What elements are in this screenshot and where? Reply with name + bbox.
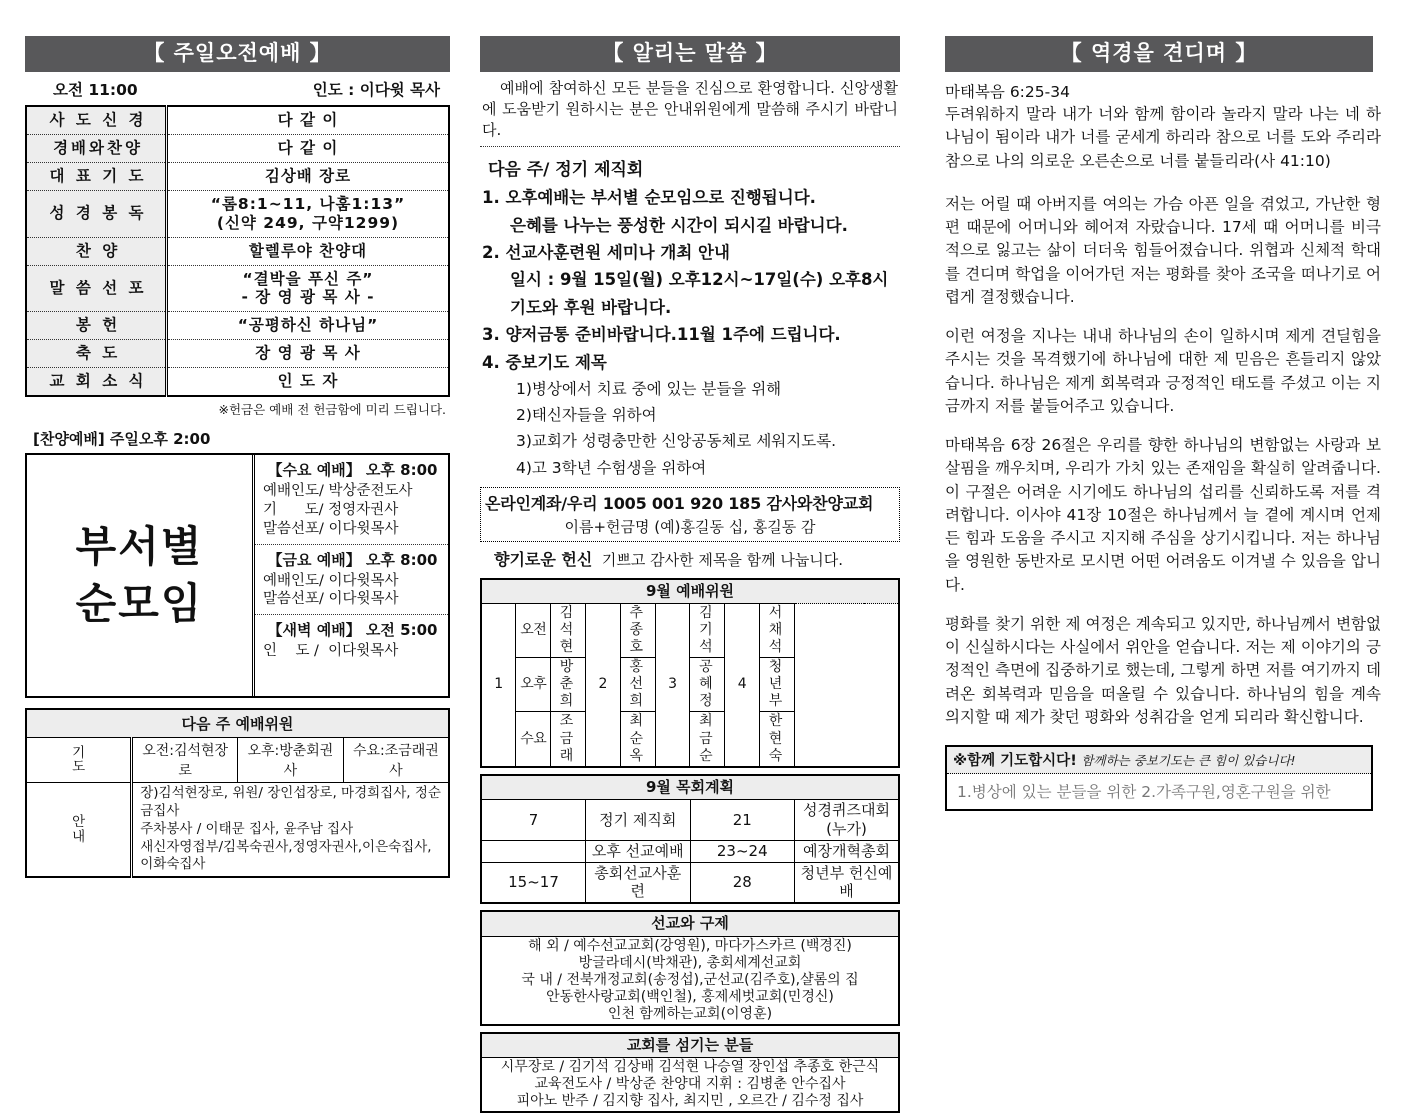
plan-date: 23~24 [690,840,795,862]
section-header-announcements: 【 알리는 말씀 】 [480,36,900,72]
service-block [255,455,448,545]
mission-relief-header: 선교와 구제 [481,911,899,936]
service-block-title: 【수요 예배】 오후 8:00 [267,461,438,480]
announcement-list [480,184,915,481]
church-servants-header: 교회를 섬기는 분들 [481,1033,899,1058]
prayer-box-subtitle: 함께하는 중보기도는 큰 힘이 있습니다! [1081,753,1296,769]
online-account-box [480,487,900,542]
worship-order-key: 축 도 [26,340,167,368]
announcement-line: 3)교회가 성령충만한 신앙공동체로 세워지도록. [516,432,837,451]
announcement-line: 2. 선교사훈련원 세미나 개최 안내 [482,242,730,262]
table-row [26,162,449,190]
worship-order-key: 교 회 소 식 [26,368,167,396]
committee-day-label: 수요 [516,712,551,767]
worship-order-table [25,105,450,397]
service-block [255,545,448,616]
september-plan-table [480,774,900,905]
worship-order-key: 경배와찬양 [26,135,167,163]
testimony-body [945,193,1381,729]
service-block-line: 예배인도/ 박상준전도사 [263,483,413,500]
plan-event: 예장개혁총회 [795,840,900,862]
table-row [26,265,449,312]
table-row [481,936,899,1025]
committee-group-number: 2 [585,604,620,767]
prayer-cell-morning: 오전:김석현장로 [132,738,238,783]
prayer-row-label: 기 도 [26,738,132,783]
committee-member-name: 추 종 호 [620,604,655,658]
committee-member-name: 조 금 래 [551,712,586,767]
testimony-paragraph: 이런 여정을 지나는 내내 하나님의 손이 일하시며 제게 견딜힘을 주시는 것을 목격했기에 하나님에 대한 제 믿음은 흔들리지 않았습니다. 하나님은 제게 회복력과 긍정적인 태도를 주셨고 이는 지금까지 저를 붙들어주고 있습니다. [945,327,1381,415]
mission-relief-table [480,910,900,1026]
committee-group-number: 4 [725,604,760,767]
devotion-line [480,542,915,578]
devotion-text: 기쁘고 감사한 제목을 함께 나눕니다. [601,550,844,569]
service-caption-row [25,72,450,105]
service-block-line: 말씀선포/ 이다윗목사 [263,520,399,537]
committee-member-name: 한 현 숙 [760,712,795,767]
service-block-line: 인 도 / 이다윗목사 [263,643,399,660]
announcement-line: 4. 중보기도 제목 [482,352,607,372]
worship-order-key: 대 표 기 도 [26,162,167,190]
service-block-line: 말씀선포/ 이다윗목사 [263,591,399,608]
announcement-line: 4)고 3학년 수험생을 위하여 [516,458,707,477]
service-time: 오전 11:00 [53,81,138,100]
announcement-line: 일시 : 9월 15일(월) 오후12시~17일(수) 오후8시 [510,270,889,290]
plan-event: 성경퀴즈대회(누가) [795,800,900,841]
worship-order-value: 장 영 광 목 사 [167,340,450,368]
plan-event: 총회선교사훈련 [586,862,691,903]
next-week-meeting-title: 다음 주/ 정기 제직회 [488,160,644,181]
prayer-box-title: ※함께 기도합시다! [953,753,1077,770]
table-row [26,738,449,783]
worship-order-value: 인 도 자 [277,372,339,391]
welcome-message: 예배에 참여하신 모든 분들을 진심으로 환영합니다. 신앙생활에 도움받기 원하시는 분은 안내위원에게 말씀해 주시기 바랍니다. [480,72,900,147]
prayer-cell-afternoon: 오후:방춘회권사 [238,738,344,783]
committee-member-name: 공 혜 정 [690,658,725,712]
mission-relief-body: 해 외 / 예수선교교회(강영원), 마다가스카르 (백경진) 방글라데시(박채관), 총회세계선교회 국 내 / 전북개정교회(송정섭),군선교(김주호),샬롬의 집 안동한사랑교회(백인철), 홍제세벗교회(민경신) 인천 함께하는교회(이영훈) [481,936,899,1025]
testimony-paragraph: 마태복음 6장 26절은 우리를 향한 하나님의 변함없는 사랑과 보살핌을 깨우치며, 우리가 가치 있는 존재임을 확실히 알려줍니다. 이 구절은 어려운 시기에도 하나님의 섭리를 신뢰하도록 저를 격려합니다. 이사야 41장 10절은 하나님께서 늘 곁에 계시며 언제든 힘과 도움을 주시고 지지해 주심을 상기시킵니다. 저는 하나님을 영원한 동반자로 모시면 어떤 어려움도 이겨낼 수 있음을 압니다. [945,436,1381,594]
plan-event: 청년부 헌신예배 [795,862,900,903]
announcement-line: 은혜를 나누는 풍성한 시간이 되시길 바랍니다. [510,215,848,235]
worship-order-value: 다 같 이 [167,135,450,163]
devotion-title: 향기로운 헌신 [494,549,593,569]
testimony-paragraph: 평화를 찾기 위한 제 여정은 계속되고 있지만, 하나님께서 변함없이 신실하시다는 사실에서 위안을 얻습니다. 저는 제 이야기의 긍정적인 측면에 집중하기로 했는데, 그렇게 하면 저를 여기까지 데려온 회복력과 믿음을 떠올릴 수 있습니다. 하나님의 힘을 계속 의지할 때 제가 찾던 평화와 성취감을 얻게 되리라 확신합니다. [945,614,1381,726]
worship-order-value: 다 같 이 [167,106,450,134]
table-row [481,800,899,841]
september-committee-table [480,578,900,768]
church-servants-table [480,1032,900,1113]
guide-lines-cell: 장)김석현장로, 위원/ 장인섭장로, 마경희집사, 정순금집사 주차봉사 / 이태문 집사, 윤주남 집사 새신자영접부/김복숙권사,정영자권사,이은숙집사,이화숙집사 [132,783,449,878]
table-row [26,135,449,163]
committee-group-number: 1 [481,604,516,767]
testimony-paragraph: 저는 어릴 때 아버지를 여의는 가슴 아픈 일을 겪었고, 가난한 형편 때문에 어머니와 헤어져 자랐습니다. 17세 때 어머니를 비극적으로 잃고는 삶이 더더욱 힘들어졌습니다. 위협과 신체적 학대를 견디며 학업을 이어가던 저는 평화를 찾아 조국을 떠나기로 어렵게 결정했습니다. [945,194,1381,306]
service-block-line: 예배인도/ 이다윗목사 [263,572,399,589]
plan-date: 21 [690,800,795,841]
scripture-reference: 마태복음 6:25-34 [945,83,1070,102]
table-row [481,658,899,712]
table-row [26,340,449,368]
worship-order-value: 할렐루야 찬양대 [167,237,450,265]
next-week-header: 다음 주 예배위원 [26,709,449,738]
plan-event: 정기 제직회 [586,800,691,841]
column-sunday-service [0,0,470,992]
announcement-line: 1. 오후예배는 부서별 순모임으로 진행됩니다. [482,188,816,208]
service-block [255,615,448,666]
committee-day-label: 오후 [516,658,551,712]
worship-order-key: 말 씀 선 포 [26,265,167,312]
section-header-sunday-service: 【 주일오전예배 】 [25,36,450,72]
table-row [26,368,449,396]
prayer-box-header [947,747,1371,774]
praise-service-label: [찬양예배] 주일오후 2:00 [33,430,211,449]
next-week-committee-table [25,708,450,878]
september-committee-header: 9월 예배위원 [481,579,899,604]
announcement-line: 2)태신자들을 위하여 [516,406,657,425]
table-row [481,840,899,862]
prayer-cell-wednesday: 수요:조금래권사 [343,738,449,783]
table-row [481,1058,899,1113]
committee-member-name: 방 춘 희 [551,658,586,712]
weekly-services-list [255,455,448,696]
committee-member-name: 청 년 부 [760,658,795,712]
committee-member-name: 최 금 순 [690,712,725,767]
church-servants-body: 시무장로 / 김기석 김상배 김석현 나승열 장인섭 추종호 한근식 교육전도사 / 박상준 찬양대 지휘 : 김병춘 안수집사 피아노 반주 / 김지향 집사, 최지민 , 오르간 / 김수정 집사 [481,1058,899,1113]
committee-member-name: 최 순 옥 [620,712,655,767]
worship-order-key: 사 도 신 경 [26,106,167,134]
table-row [26,312,449,340]
service-leader: 인도 : 이다윗 목사 [312,81,440,100]
plan-date: 15~17 [481,862,586,903]
announcement-line: 기도와 후원 바랍니다. [510,297,672,317]
offering-note: ※헌금은 예배 전 헌금함에 미리 드립니다. [218,402,446,418]
dept-meeting-line1: 부서별 [75,521,204,571]
committee-member-name: 서 채 석 [760,604,795,658]
plan-date: 7 [481,800,586,841]
dept-meeting-line2: 순모임 [75,578,204,628]
service-block-title: 【새벽 예배】 오전 5:00 [267,621,438,640]
worship-order-value: “결박을 푸신 주” - 장 영 광 목 사 - [167,265,450,312]
worship-order-value: “롬8:1~11, 나훔1:13” (신약 249, 구약1299) [167,190,450,237]
table-row [481,712,899,767]
table-row [26,783,449,878]
plan-date [481,840,586,862]
column-announcements [470,0,925,1110]
committee-member-name: 김 석 현 [551,604,586,658]
column-testimony [925,0,1403,992]
service-block-title: 【금요 예배】 오후 8:00 [267,550,438,569]
table-row [26,106,449,134]
plan-event: 오후 선교예배 [586,840,691,862]
worship-order-value: “공평하신 하나님” [167,312,450,340]
worship-order-value: 김상배 장로 [167,162,450,190]
committee-member-name: 김 기 석 [690,604,725,658]
september-plan-header: 9월 목회계획 [481,775,899,800]
account-number-line: 온라인계좌/우리 1005 001 920 185 감사와찬양교회 [485,493,874,513]
committee-group-number: 3 [655,604,690,767]
announcement-line: 3. 양저금통 준비바랍니다.11월 1주에 드립니다. [482,325,841,345]
worship-order-key: 성 경 봉 독 [26,190,167,237]
table-row [26,237,449,265]
plan-date: 28 [690,862,795,903]
guide-row-label: 안 내 [26,783,132,878]
table-row [481,604,899,658]
service-block-line: 기 도/ 정영자권사 [263,501,399,518]
table-row [481,862,899,903]
dept-meeting-box [25,453,450,698]
section-header-testimony: 【 역경을 견디며 】 [945,36,1373,72]
announcement-line: 1)병상에서 치료 중에 있는 분들을 위해 [516,380,782,399]
prayer-request-box [945,745,1373,811]
scripture-text: 두려워하지 말라 내가 너와 함께 함이라 놀라지 말라 나는 네 하나님이 됨이라 내가 너를 굳세게 하리라 참으로 너를 도와 주리라 참으로 나의 의로운 오른손으로 너를 붙들리라(사 41:10) [945,105,1381,170]
worship-order-key: 봉 헌 [26,312,167,340]
worship-order-key: 찬 양 [26,237,167,265]
table-row [26,190,449,237]
dept-meeting-title [27,455,255,696]
committee-member-name: 홍 선 희 [620,658,655,712]
account-format-line: 이름+헌금명 (예)홍길동 십, 홍길동 감 [564,517,816,536]
prayer-box-items: 1.병상에 있는 분들을 위한 2.가족구원,영혼구원을 위한 [957,783,1331,802]
committee-day-label: 오전 [516,604,551,658]
